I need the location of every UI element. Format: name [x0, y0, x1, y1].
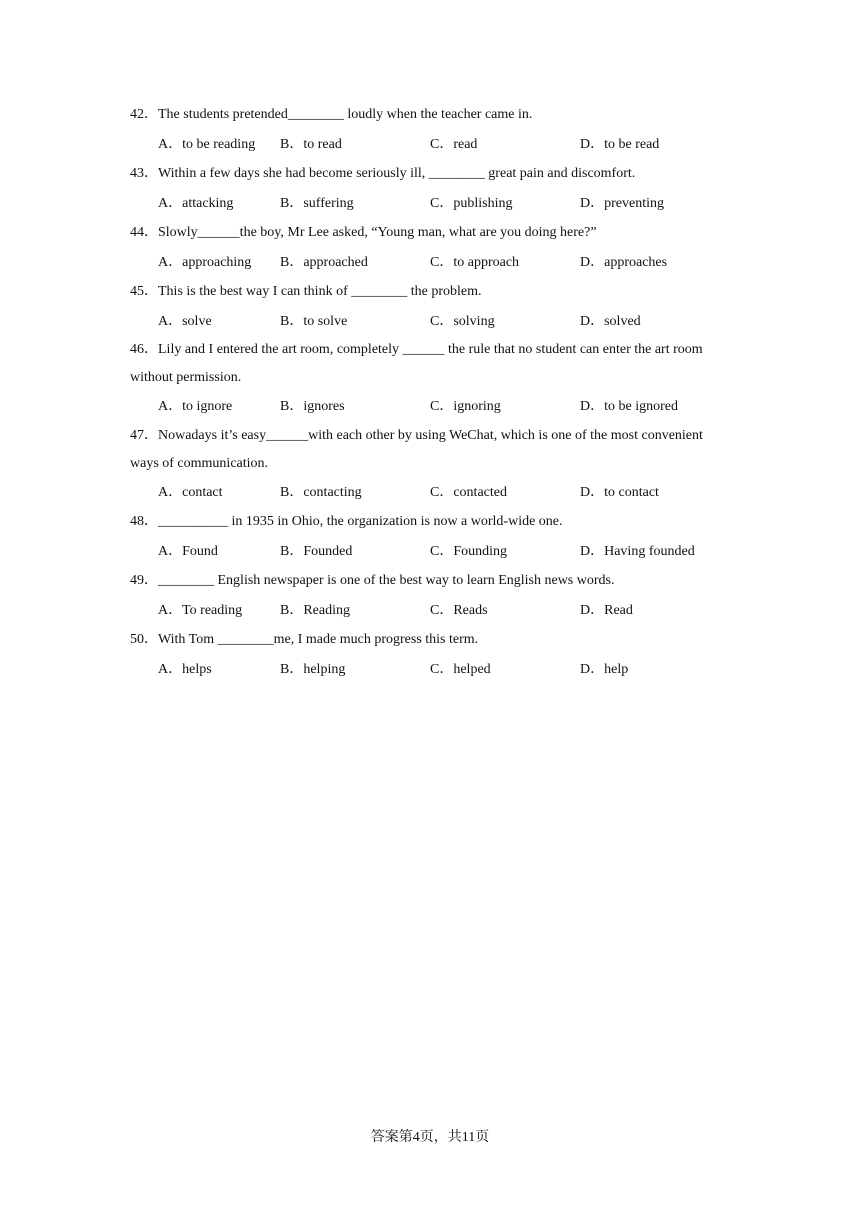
option-a: A．attacking	[158, 195, 234, 211]
question-44	[130, 218, 730, 277]
option-row	[130, 478, 730, 508]
option-a: A．contact	[158, 484, 223, 500]
option-d: D．to be read	[580, 136, 660, 152]
option-b: B．contacting	[280, 484, 362, 500]
option-d: D．help	[580, 661, 629, 677]
option-d: D．preventing	[580, 195, 664, 211]
option-row	[130, 189, 730, 219]
option-a: A．To reading	[158, 602, 243, 618]
question-stem: 42．The students pretended________ loudly when the teacher came in.	[130, 107, 533, 122]
question-50	[130, 625, 730, 684]
option-row	[130, 248, 730, 278]
option-c: C．helped	[430, 661, 491, 677]
option-c: C．publishing	[430, 195, 513, 211]
option-c: C．to approach	[430, 254, 520, 270]
question-43	[130, 159, 730, 218]
option-row	[130, 392, 730, 422]
question-48	[130, 507, 730, 566]
question-stem: 44．Slowly______the boy, Mr Lee asked, “Young man, what are you doing here?”	[130, 225, 597, 240]
question-stem: 47．Nowadays it’s easy______with each other by using WeChat, which is one of the most convenient ways of communication.	[130, 427, 703, 471]
option-row	[130, 537, 730, 567]
option-b: B．Reading	[280, 602, 350, 618]
option-d: D．Read	[580, 602, 633, 618]
question-stem: 49．________ English newspaper is one of the best way to learn English news words.	[130, 573, 615, 588]
option-c: C．solving	[430, 313, 495, 329]
page-footer: 答案第4页，共11页	[370, 1130, 490, 1145]
option-a: A．to be reading	[158, 136, 256, 152]
option-b: B．suffering	[280, 195, 354, 211]
question-stem: 48．__________ in 1935 in Ohio, the organization is now a world-wide one.	[130, 514, 563, 529]
option-b: B．ignores	[280, 399, 345, 414]
option-c: C．contacted	[430, 484, 507, 500]
question-stem: 45．This is the best way I can think of ________ the problem.	[130, 284, 482, 299]
option-b: B．approached	[280, 254, 368, 270]
question-stem: 43．Within a few days she had become seriously ill, ________ great pain and discomfort.	[130, 166, 636, 181]
question-stem: 50．With Tom ________me, I made much progress this term.	[130, 632, 479, 647]
question-45	[130, 277, 730, 336]
option-b: B．to solve	[280, 313, 348, 329]
question-49	[130, 566, 730, 625]
option-a: A．approaching	[158, 254, 252, 270]
option-d: D．Having founded	[580, 543, 695, 559]
option-c: C．Reads	[430, 602, 488, 618]
question-47	[130, 422, 730, 508]
question-list	[130, 100, 730, 684]
option-a: A．to ignore	[158, 399, 233, 414]
option-row	[130, 655, 730, 685]
option-row	[130, 130, 730, 160]
option-b: B．to read	[280, 136, 342, 152]
option-row	[130, 596, 730, 626]
option-d: D．approaches	[580, 254, 668, 270]
question-46	[130, 336, 730, 422]
question-42	[130, 100, 730, 159]
option-b: B．helping	[280, 661, 346, 677]
option-a: A．Found	[158, 543, 218, 559]
option-c: C．read	[430, 136, 478, 152]
option-c: C．Founding	[430, 543, 508, 559]
option-d: D．to be ignored	[580, 399, 678, 414]
option-b: B．Founded	[280, 543, 353, 559]
question-stem: 46．Lily and I entered the art room, completely ______ the rule that no student can enter the art room without permission.	[130, 342, 703, 385]
option-a: A．helps	[158, 661, 212, 677]
option-d: D．solved	[580, 313, 641, 329]
option-c: C．ignoring	[430, 399, 501, 414]
option-row	[130, 307, 730, 337]
option-d: D．to contact	[580, 484, 659, 500]
option-a: A．solve	[158, 313, 212, 329]
